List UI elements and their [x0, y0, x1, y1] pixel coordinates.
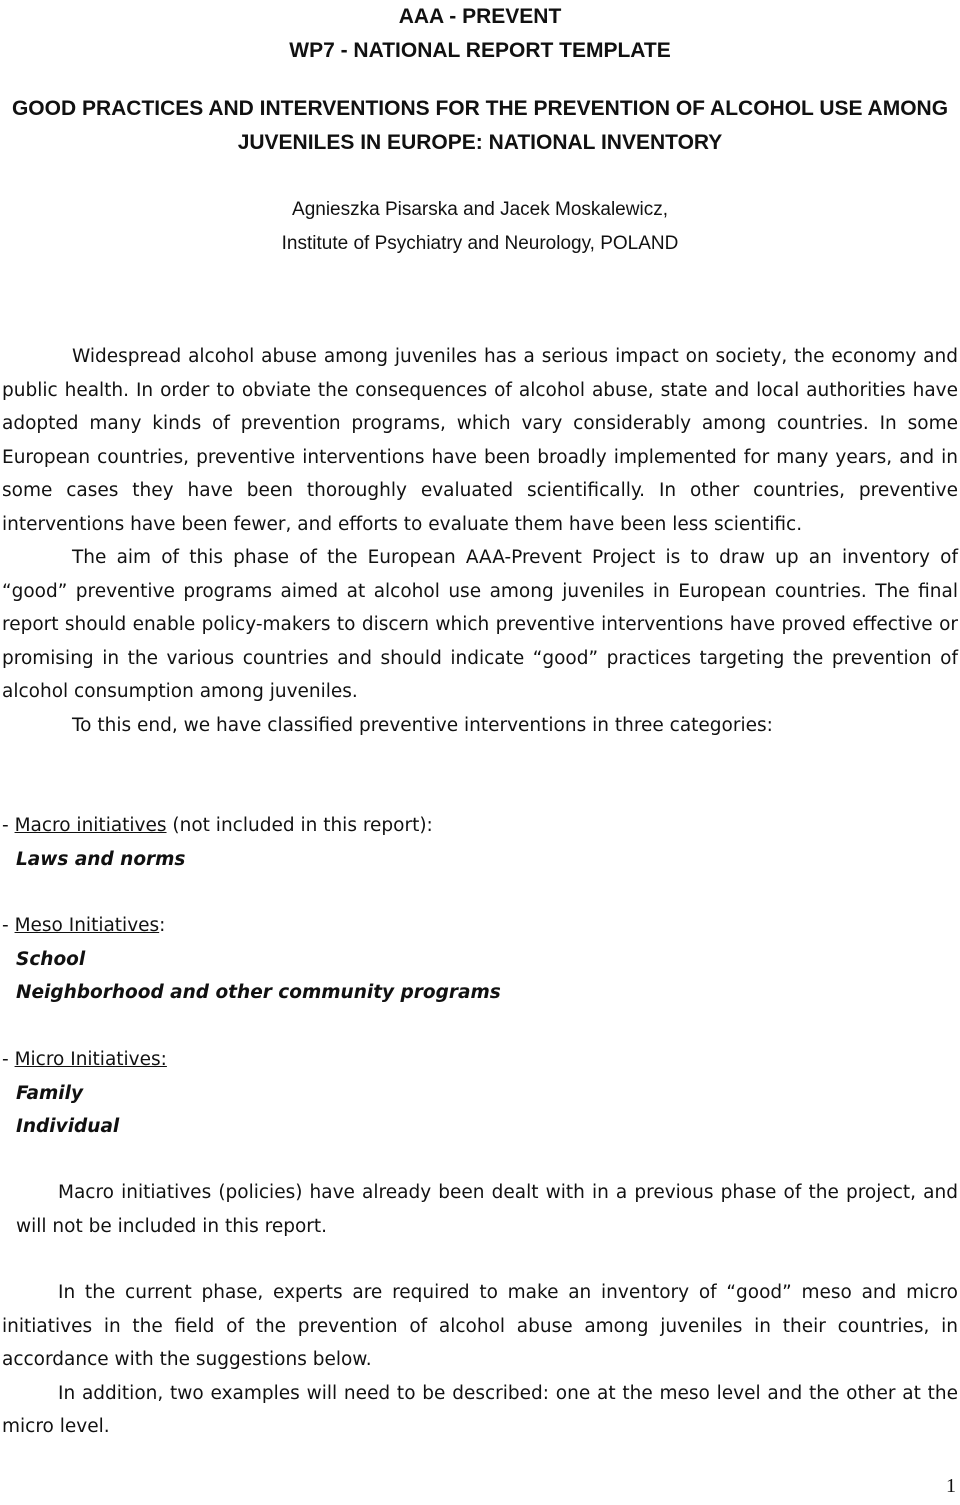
subtitle-line-1: GOOD PRACTICES AND INTERVENTIONS FOR THE PREVENTION OF ALCOHOL USE AMONG: [11, 97, 949, 120]
current-phase: [2, 1276, 958, 1444]
micro-category: [2, 1043, 958, 1144]
meso-item-neighborhood: Neighborhood and other community programs: [16, 982, 501, 1003]
micro-heading: - Micro Initiatives:: [2, 1049, 167, 1070]
page-number: 1: [946, 1475, 956, 1497]
macro-paragraph-text: Macro initiatives (policies) have already been dealt with in a previous phase of the project, and will not be included in this report.: [16, 1182, 958, 1237]
current-phase-paragraph-2: In addition, two examples will need to be described: one at the meso level and the other at the micro level.: [2, 1382, 958, 1437]
macro-category: [2, 809, 958, 876]
template-title: WP7 - NATIONAL REPORT TEMPLATE: [289, 38, 671, 62]
intro-paragraph-2: The aim of this phase of the European AAA-Prevent Project is to draw up an inventory of “good” preventive programs aimed at alcohol use among juveniles in European countries. The final report should enable policy-makers to discern which preventive interventions have proved effective or promising in the various countries and should indicate “good” practices targeting the prevention of alcohol consumption among juveniles.: [2, 547, 958, 702]
document-header: [2, 0, 958, 67]
macro-label: Macro initiatives: [14, 815, 167, 836]
macro-item-laws: Laws and norms: [16, 848, 186, 870]
meso-label: Meso Initiatives: [14, 915, 160, 936]
intro-paragraph-3: To this end, we have classified preventive interventions in three categories:: [72, 714, 773, 736]
intro-paragraph-1: Widespread alcohol abuse among juveniles has a serious impact on society, the economy and public health. In order to obviate the consequences of alcohol abuse, state and local authorities have adopted many kinds of prevention programs, which vary considerably among countries. In some European countries, preventive interventions have been broadly implemented for many years, and in some cases they have been thoroughly evaluated scientifically. In other countries, preventive interventions have been fewer, and efforts to evaluate them have been less scientific.: [2, 346, 958, 535]
author-affiliation: Institute of Psychiatry and Neurology, POLAND: [281, 232, 679, 254]
meso-item-school: School: [16, 948, 86, 970]
micro-item-individual: Individual: [16, 1116, 120, 1137]
project-title: AAA - PREVENT: [398, 5, 562, 28]
micro-label: Micro Initiatives:: [14, 1049, 167, 1070]
macro-paragraph: [16, 1176, 958, 1243]
author-names: Agnieszka Pisarska and Jacek Moskalewicz,: [292, 199, 668, 220]
meso-heading: - Meso Initiatives:: [2, 915, 166, 936]
introduction: [2, 340, 958, 742]
macro-heading: - Macro initiatives (not included in this report):: [2, 815, 433, 836]
micro-item-family: Family: [16, 1082, 84, 1104]
document-subtitle: [2, 92, 958, 159]
authors: [2, 193, 958, 260]
meso-category: [2, 909, 958, 1010]
subtitle-line-2: JUVENILES IN EUROPE: NATIONAL INVENTORY: [237, 130, 723, 154]
current-phase-paragraph-1: In the current phase, experts are required to make an inventory of “good” meso and micro initiatives in the field of the prevention of alcohol abuse among juveniles in their countries, in accordance with the suggestions below.: [2, 1282, 958, 1370]
